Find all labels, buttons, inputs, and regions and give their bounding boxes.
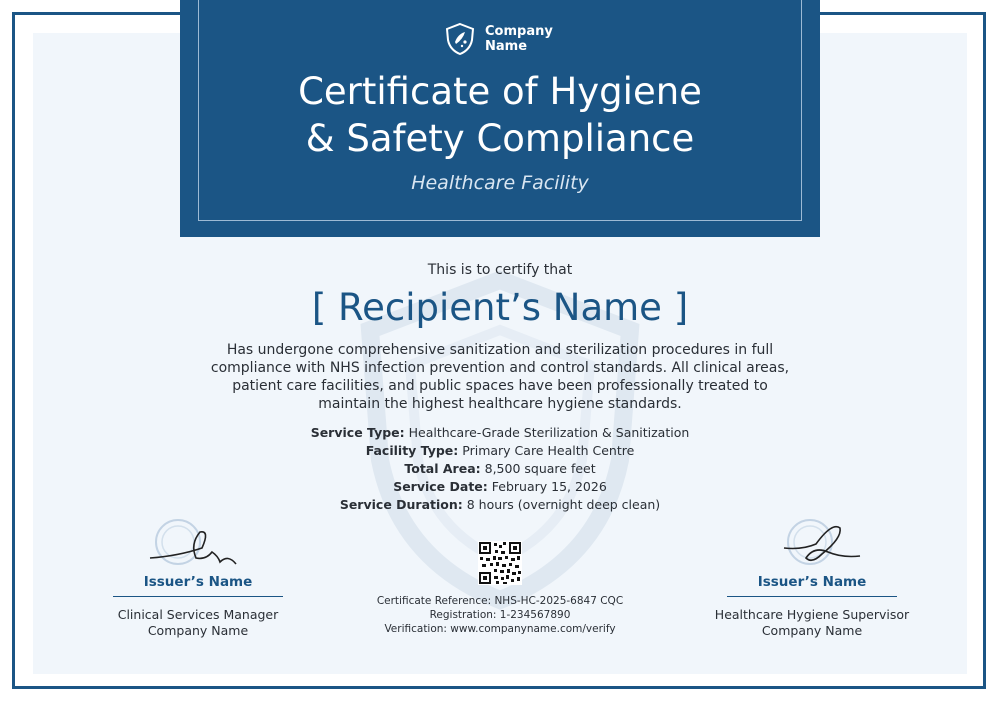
certificate-reference: Certificate Reference: NHS-HC-2025-6847 CQC bbox=[376, 595, 624, 607]
certificate-title bbox=[180, 68, 820, 162]
certificate-reference-block bbox=[0, 594, 1000, 636]
right-signer-company: Company Name bbox=[761, 623, 863, 638]
company-logo bbox=[443, 22, 565, 56]
left-signer-company: Company Name bbox=[147, 623, 249, 638]
certify-text: This is to certify that bbox=[427, 262, 573, 278]
detail-total-area: Total Area: 8,500 square feet bbox=[404, 461, 596, 476]
left-signature bbox=[78, 518, 318, 574]
right-signer-name: Issuer’s Name bbox=[727, 574, 897, 597]
registration-number: Registration: 1-234567890 bbox=[429, 609, 571, 621]
service-details bbox=[0, 424, 1000, 514]
title-line-2: & Safety Compliance bbox=[305, 117, 695, 160]
verification-link[interactable]: Verification: www.companyname.com/verify bbox=[384, 623, 616, 635]
seal-stamp-icon bbox=[78, 518, 318, 574]
certificate-subtitle: Healthcare Facility bbox=[411, 172, 589, 194]
right-signature bbox=[692, 518, 932, 574]
seal-stamp-icon bbox=[692, 518, 932, 574]
left-signer-role: Clinical Services Manager bbox=[117, 607, 279, 622]
recipient-name: [ Recipient’s Name ] bbox=[311, 286, 689, 329]
company-name: Company Name bbox=[485, 24, 553, 54]
left-signer-name: Issuer’s Name bbox=[113, 574, 283, 597]
detail-facility-type: Facility Type: Primary Care Health Centre bbox=[365, 443, 635, 458]
certificate-body: Has undergone comprehensive sanitization and sterilization procedures in full compliance with NHS infection prevention and control standards. All clinical areas, patient care facilities, and public spaces have been professionally treated to maintain the highest healthcare hygiene standards. bbox=[210, 342, 790, 412]
qr-code-icon[interactable] bbox=[478, 541, 522, 585]
shield-icon bbox=[443, 22, 477, 56]
detail-service-type: Service Type: Healthcare-Grade Sterilization & Sanitization bbox=[310, 425, 690, 440]
detail-service-date: Service Date: February 15, 2026 bbox=[393, 479, 607, 494]
title-line-1: Certificate of Hygiene bbox=[298, 70, 702, 113]
right-signer-role: Healthcare Hygiene Supervisor bbox=[714, 607, 910, 622]
detail-service-duration: Service Duration: 8 hours (overnight deep clean) bbox=[339, 497, 661, 512]
